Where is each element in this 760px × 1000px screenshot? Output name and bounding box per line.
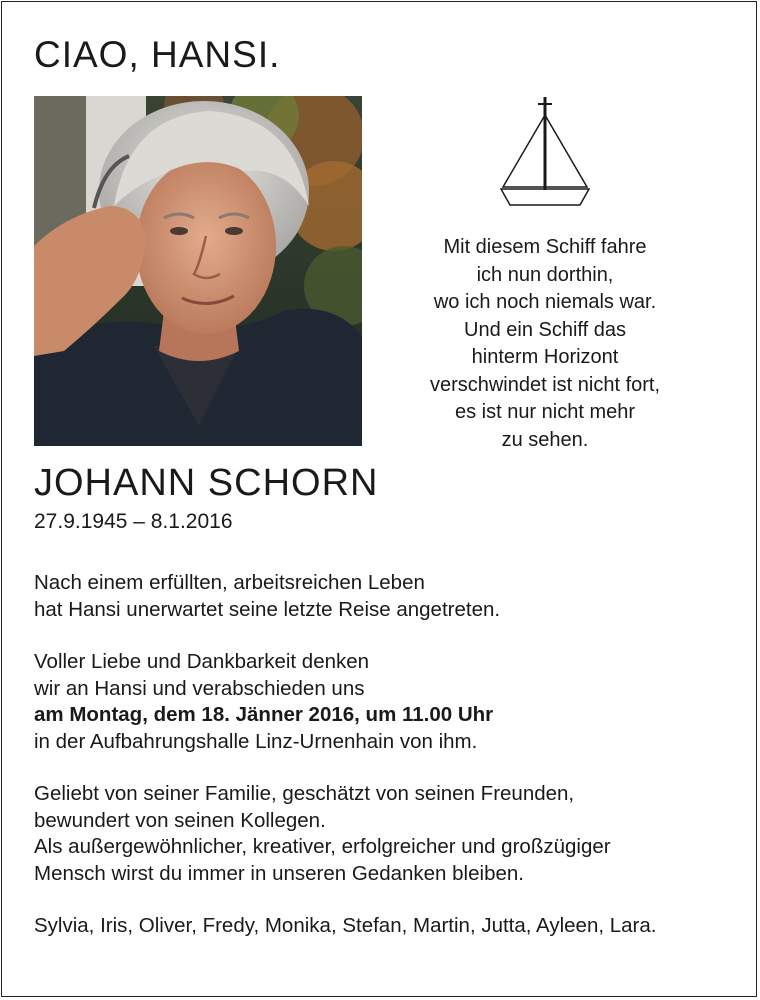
ceremony-location: in der Aufbahrungshalle Linz-Urnenhain von ihm. [34, 729, 478, 753]
text-line: bewundert von seinen Kollegen. [34, 808, 326, 832]
quote-block [405, 95, 685, 454]
poem-line: verschwindet ist nicht fort, [429, 373, 661, 396]
paragraph-life [34, 570, 734, 623]
farewell-poem [405, 234, 685, 454]
poem-line: zu sehen. [501, 428, 589, 451]
paragraph-farewell [34, 649, 734, 755]
text-line: wir an Hansi und verabschieden uns [34, 676, 365, 700]
portrait-photo [34, 96, 362, 446]
poem-line: ich nun dorthin, [476, 263, 614, 286]
poem-line: Und ein Schiff das [464, 318, 626, 341]
ceremony-date: am Montag, dem 18. Jänner 2016, um 11.00 Uhr [34, 703, 494, 726]
notice-heading: CIAO, HANSI. [34, 34, 281, 75]
paragraph-tribute [34, 781, 734, 887]
text-line: hat Hansi unerwartet seine letzte Reise angetreten. [34, 597, 501, 621]
text-line: Als außergewöhnlicher, kreativer, erfolgreicher und großzügiger [34, 835, 611, 858]
poem-line: wo ich noch niemals war. [433, 291, 657, 313]
text-line: Voller Liebe und Dankbarkeit denken [34, 650, 370, 673]
text-line: Mensch wirst du immer in unseren Gedanken bleiben. [34, 861, 524, 885]
signatories: Sylvia, Iris, Oliver, Fredy, Monika, Stefan, Martin, Jutta, Ayleen, Lara. [34, 914, 657, 937]
poem-line: Mit diesem Schiff fahre [443, 236, 647, 258]
text-line: Nach einem erfüllten, arbeitsreichen Leben [34, 571, 425, 594]
life-dates: 27.9.1945 – 8.1.2016 [34, 510, 233, 533]
ship-with-cross-icon [500, 95, 590, 207]
poem-line: es ist nur nicht mehr [454, 401, 636, 423]
deceased-name: JOHANN SCHORN [34, 462, 379, 504]
text-line: Geliebt von seiner Familie, geschätzt von seinen Freunden, [34, 782, 575, 805]
poem-line: hinterm Horizont [471, 346, 619, 368]
notice-body [34, 570, 734, 940]
